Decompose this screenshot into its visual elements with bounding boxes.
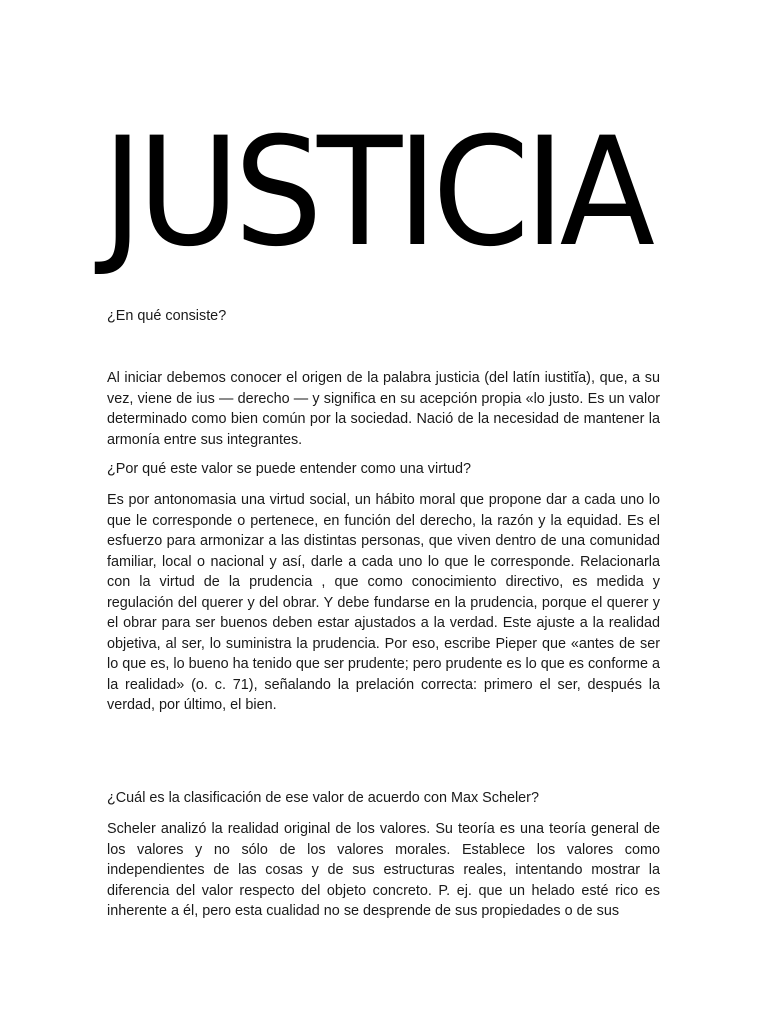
- question-2: ¿Por qué este valor se puede entender como una virtud?: [107, 461, 471, 477]
- question-1: ¿En qué consiste?: [107, 308, 227, 324]
- paragraph-2: Es por antonomasia una virtud social, un hábito moral que propone dar a cada uno lo que le corresponde o pertenece, en función del derecho, la razón y la equidad. Es el esfuerzo para armonizar a las distintas personas, que viven dentro de una comunidad familiar, local o nacional y así, darle a cada uno lo que le corresponde. Relacionarla con la virtud de la prudencia , que como conocimiento directivo, es medida y regulación del querer y del obrar. Y debe fundarse en la prudencia, porque el querer y el obrar para ser buenos deben estar ajustados a la verdad. Este ajuste a la realidad objetiva, al ser, lo suministra la prudencia. Por eso, escribe Pieper que «antes de ser lo que es, lo bueno ha tenido que ser prudente; pero prudente es lo que es conforme a la realidad» (o. c. 71), señalando la prelación correcta: primero el ser, después la verdad, por último, el bien.: [107, 492, 660, 713]
- paragraph-1: Al iniciar debemos conocer el origen de la palabra justicia (del latín iustitĭa), que, a su vez, viene de ius — derecho — y significa en su acepción propia «lo justo. Es un valor determinado como bien común por la sociedad. Nació de la necesidad de mantener la armonía entre sus integrantes.: [107, 370, 660, 448]
- document-title: JUSTICIA: [102, 106, 650, 280]
- question-3: ¿Cuál es la clasificación de ese valor de acuerdo con Max Scheler?: [107, 790, 539, 806]
- paragraph-3: Scheler analizó la realidad original de los valores. Su teoría es una teoría general de los valores y no sólo de los valores morales. Establece los valores como independientes de las cosas y de sus estructuras reales, intentando mostrar la diferencia del valor respecto del objeto concreto. P. ej. que un helado esté rico es inherente a él, pero esta cualidad no se desprende de sus propiedades o de sus: [107, 821, 660, 919]
